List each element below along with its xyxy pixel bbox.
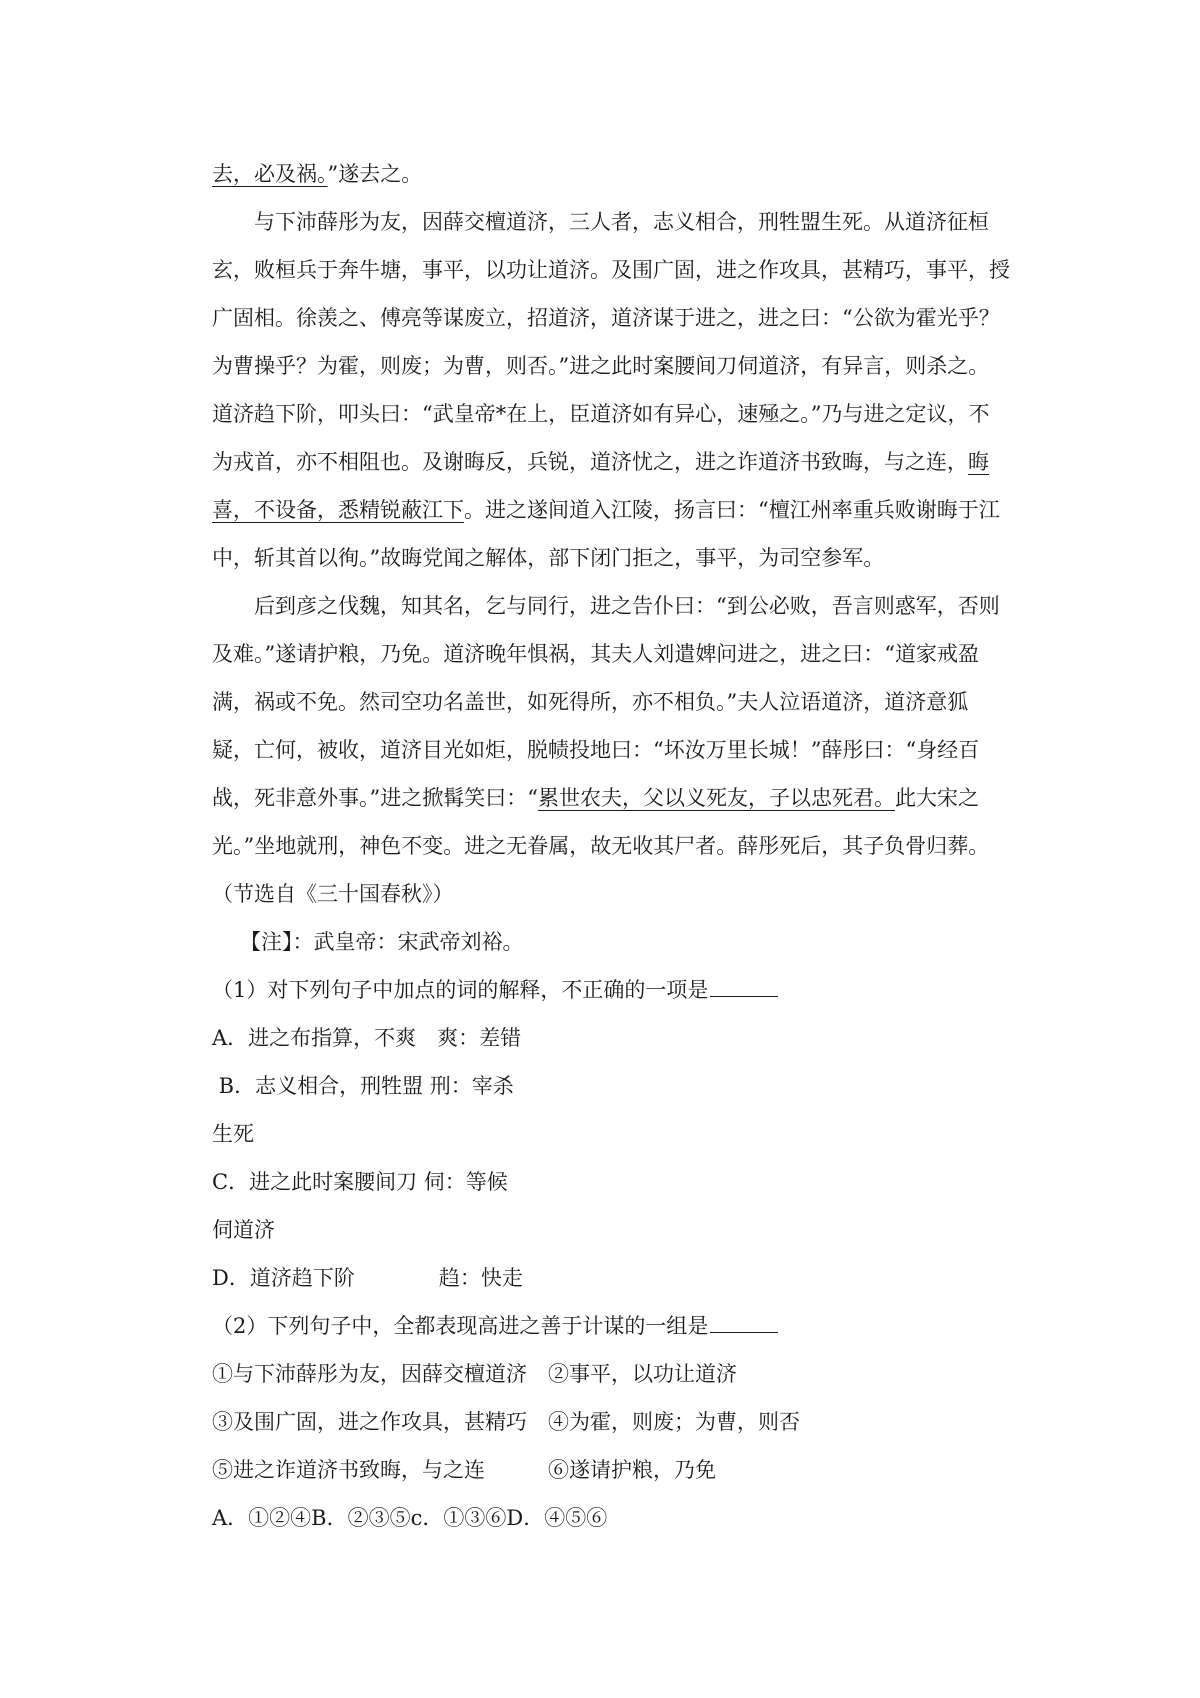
passage-line (212, 486, 1032, 534)
passage-line (212, 438, 1032, 486)
question-1-option-b: B．志义相合，刑牲盟 刑：宰杀 (212, 1074, 514, 1098)
passage-text: 战，死非意外事。”进之掀髯笑曰：“ (212, 786, 538, 810)
document-page (212, 150, 1032, 1542)
passage-line: 中，斩其首以徇。”故晦党闻之解体，部下闭门拒之，事平，为司空参军。 (212, 546, 885, 570)
question-text: （1）对下列句子中加点的词的解释，不正确的一项是 (212, 978, 709, 1002)
passage-line: 及难。”遂请护粮，乃免。道济晚年惧祸，其夫人刘遣婢问进之，进之曰：“道家戒盈 (212, 642, 979, 666)
underlined-sentence: 累世农夫，父以义死友，子以忠死君。 (537, 786, 895, 810)
passage-line: 玄，败桓兵于奔牛塘，事平，以功让道济。及围广固，进之作攻具，甚精巧，事平，授 (212, 258, 1010, 282)
question-2-item-row: ①与下沛薛彤为友，因薛交檀道济 ②事平，以功让道济 (212, 1362, 737, 1386)
passage-line: 道济趋下阶，叩头曰：“武皇帝*在上，臣道济如有异心，速殛之。”乃与进之定议，不 (212, 402, 990, 426)
question-1-option-b-cont: 生死 (212, 1122, 254, 1146)
passage-line: 后到彦之伐魏，知其名，乞与同行，进之告仆曰：“到公必败，吾言则惑军，否则 (254, 594, 1000, 618)
underlined-sentence: 晦 (968, 450, 989, 474)
passage-line (212, 774, 1032, 822)
answer-blank[interactable] (710, 966, 778, 997)
question-1-option-a: A．进之布指算，不爽 爽：差错 (212, 1026, 522, 1050)
underlined-sentence: 喜，不设备，悉精锐蔽江下 (212, 498, 464, 522)
passage-line: 与下沛薛彤为友，因薛交檀道济，三人者，志义相合，刑牲盟生死。从道济征桓 (254, 210, 989, 234)
passage-text: 为戎首，亦不相阻也。及谢晦反，兵锐，道济忧之，进之诈道济书致晦，与之连， (212, 450, 968, 474)
passage-line-1 (212, 150, 1032, 198)
underlined-sentence: 去，必及祸。 (212, 162, 328, 186)
passage-text: 此大宋之 (894, 786, 979, 810)
question-1-stem (212, 966, 1032, 1014)
passage-line: 为曹操乎？为霍，则废；为曹，则否。”进之此时案腰间刀伺道济，有异言，则杀之。 (212, 354, 990, 378)
passage-text: ”遂去之。 (327, 162, 423, 186)
source-citation: （节选自《三十国春秋》） (212, 882, 454, 906)
answer-blank[interactable] (710, 1302, 778, 1333)
question-1-option-d: D．道济趋下阶 趋：快走 (212, 1266, 523, 1290)
question-2-answers: A．①②④B．②③⑤c．①③⑥D．④⑤⑥ (212, 1506, 608, 1530)
question-1-option-c: C．进之此时案腰间刀 伺：等候 (212, 1170, 508, 1194)
passage-line: 光。”坐地就刑，神色不变。进之无眷属，故无收其尸者。薛彤死后，其子负骨归葬。 (212, 834, 990, 858)
question-text: （2）下列句子中，全都表现高进之善于计谋的一组是 (212, 1314, 709, 1338)
passage-line: 满，祸或不免。然司空功名盖世，如死得所，亦不相负。”夫人泣语道济，道济意狐 (212, 690, 969, 714)
question-2-item-row: ⑤进之诈道济书致晦，与之连 ⑥遂请护粮，乃免 (212, 1458, 716, 1482)
question-1-option-c-cont: 伺道济 (212, 1218, 275, 1242)
question-2-item-row: ③及围广固，进之作攻具，甚精巧 ④为霍，则废；为曹，则否 (212, 1410, 800, 1434)
passage-line: 疑，亡何，被收，道济目光如炬，脱帻投地曰：“坏汝万里长城！”薛彤曰：“身经百 (212, 738, 980, 762)
footnote: 【注】：武皇帝：宋武帝刘裕。 (240, 930, 524, 954)
passage-line: 广固相。徐羡之、傅亮等谋废立，招道济，道济谋于进之，进之曰：“公欲为霍光乎？ (212, 306, 1000, 330)
passage-text: 。进之遂间道入江陵，扬言曰：“檀江州率重兵败谢晦于江 (464, 498, 1000, 522)
question-2-stem (212, 1302, 1032, 1350)
